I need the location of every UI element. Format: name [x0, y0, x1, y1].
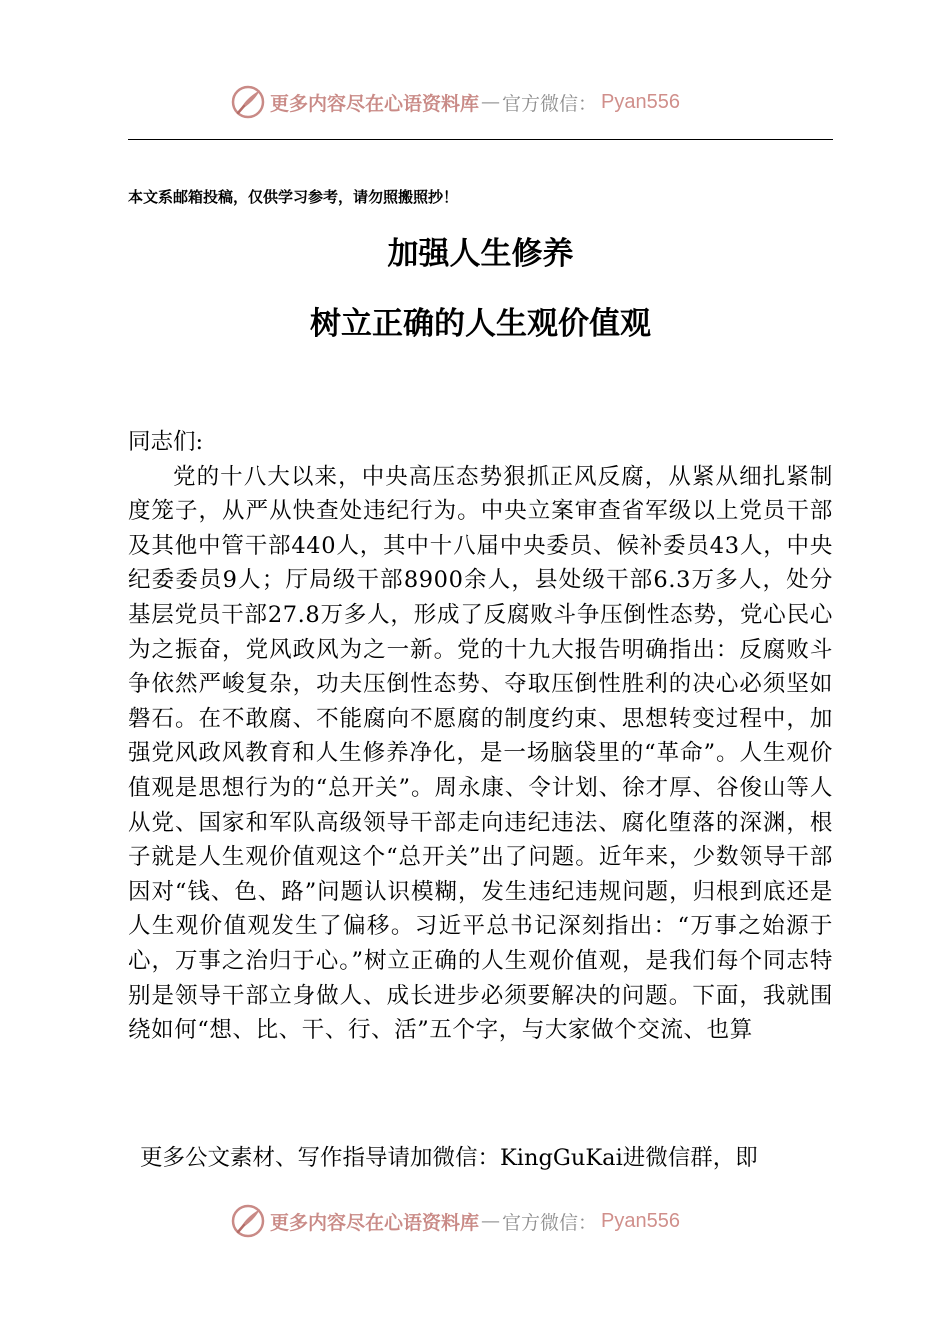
- footer-banner: [230, 1203, 750, 1239]
- banner-brand-text: 更多内容尽在心语资料库: [270, 1211, 480, 1234]
- banner-brand-text: 更多内容尽在心语资料库: [270, 92, 480, 115]
- document-title-line1: 加强人生修养: [387, 236, 574, 272]
- banner-dash: —: [481, 91, 501, 113]
- banner-wechat-id: Pyan556: [601, 90, 680, 113]
- salutation: 同志们:: [128, 429, 204, 455]
- banner-official-label: 官方微信：: [502, 1211, 598, 1234]
- body-paragraph: 党的十八大以来，中央高压态势狠抓正风反腐，从紧从细扎紧制度笼子，从严从快查处违纪行为。中央立案审查省军级以上党员干部及其他中管干部440人，其中十八届中央委员、候补委员43人，中央纪委委员9人；厅局级干部8900余人，县处级干部6.3万多人，处分基层党员干部27.8万多人，形成了反腐败斗争压倒性态势，党心民心为之振奋，党风政风为之一新。党的十九大报告明确指出：反腐败斗争依然严峻复杂，功夫压倒性态势、夺取压倒性胜利的决心必须坚如磐石。在不敢腐、不能腐向不愿腐的制度约束、思想转变过程中，加强党风政风教育和人生修养净化，是一场脑袋里的“革命”。人生观价值观是思想行为的“总开关”。周永康、令计划、徐才厚、谷俊山等人从党、国家和军队高级领导干部走向违纪违法、腐化堕落的深渊，根子就是人生观价值观这个“总开关”出了问题。近年来，少数领导干部因对“钱、色、路”问题认识模糊，发生违纪违规问题，归根到底还是人生观价值观发生了偏移。习近平总书记深刻指出：“万事之始源于心，万事之治归于心。”树立正确的人生观价值观，是我们每个同志特别是领导干部立身做人、成长进步必须要解决的问题。下面，我就围绕如何“想、比、干、行、活”五个字，与大家做个交流、也算: [128, 463, 833, 1044]
- header-banner: [230, 84, 750, 120]
- document-title-line2: 树立正确的人生观价值观: [310, 306, 651, 342]
- submission-notice: 本文系邮箱投稿，仅供学习参考，请勿照搬照抄！: [128, 188, 459, 206]
- banner-dash: —: [481, 1210, 501, 1232]
- quill-logo-icon: [230, 1203, 266, 1239]
- banner-wechat-id: Pyan556: [601, 1209, 680, 1232]
- quill-logo-icon: [230, 84, 266, 120]
- header-divider: [128, 139, 833, 140]
- document-body: [128, 425, 833, 1048]
- footer-promo-line: 更多公文素材、写作指导请加微信：KingGuKai进微信群，即: [140, 1145, 758, 1171]
- banner-official-label: 官方微信：: [502, 92, 598, 115]
